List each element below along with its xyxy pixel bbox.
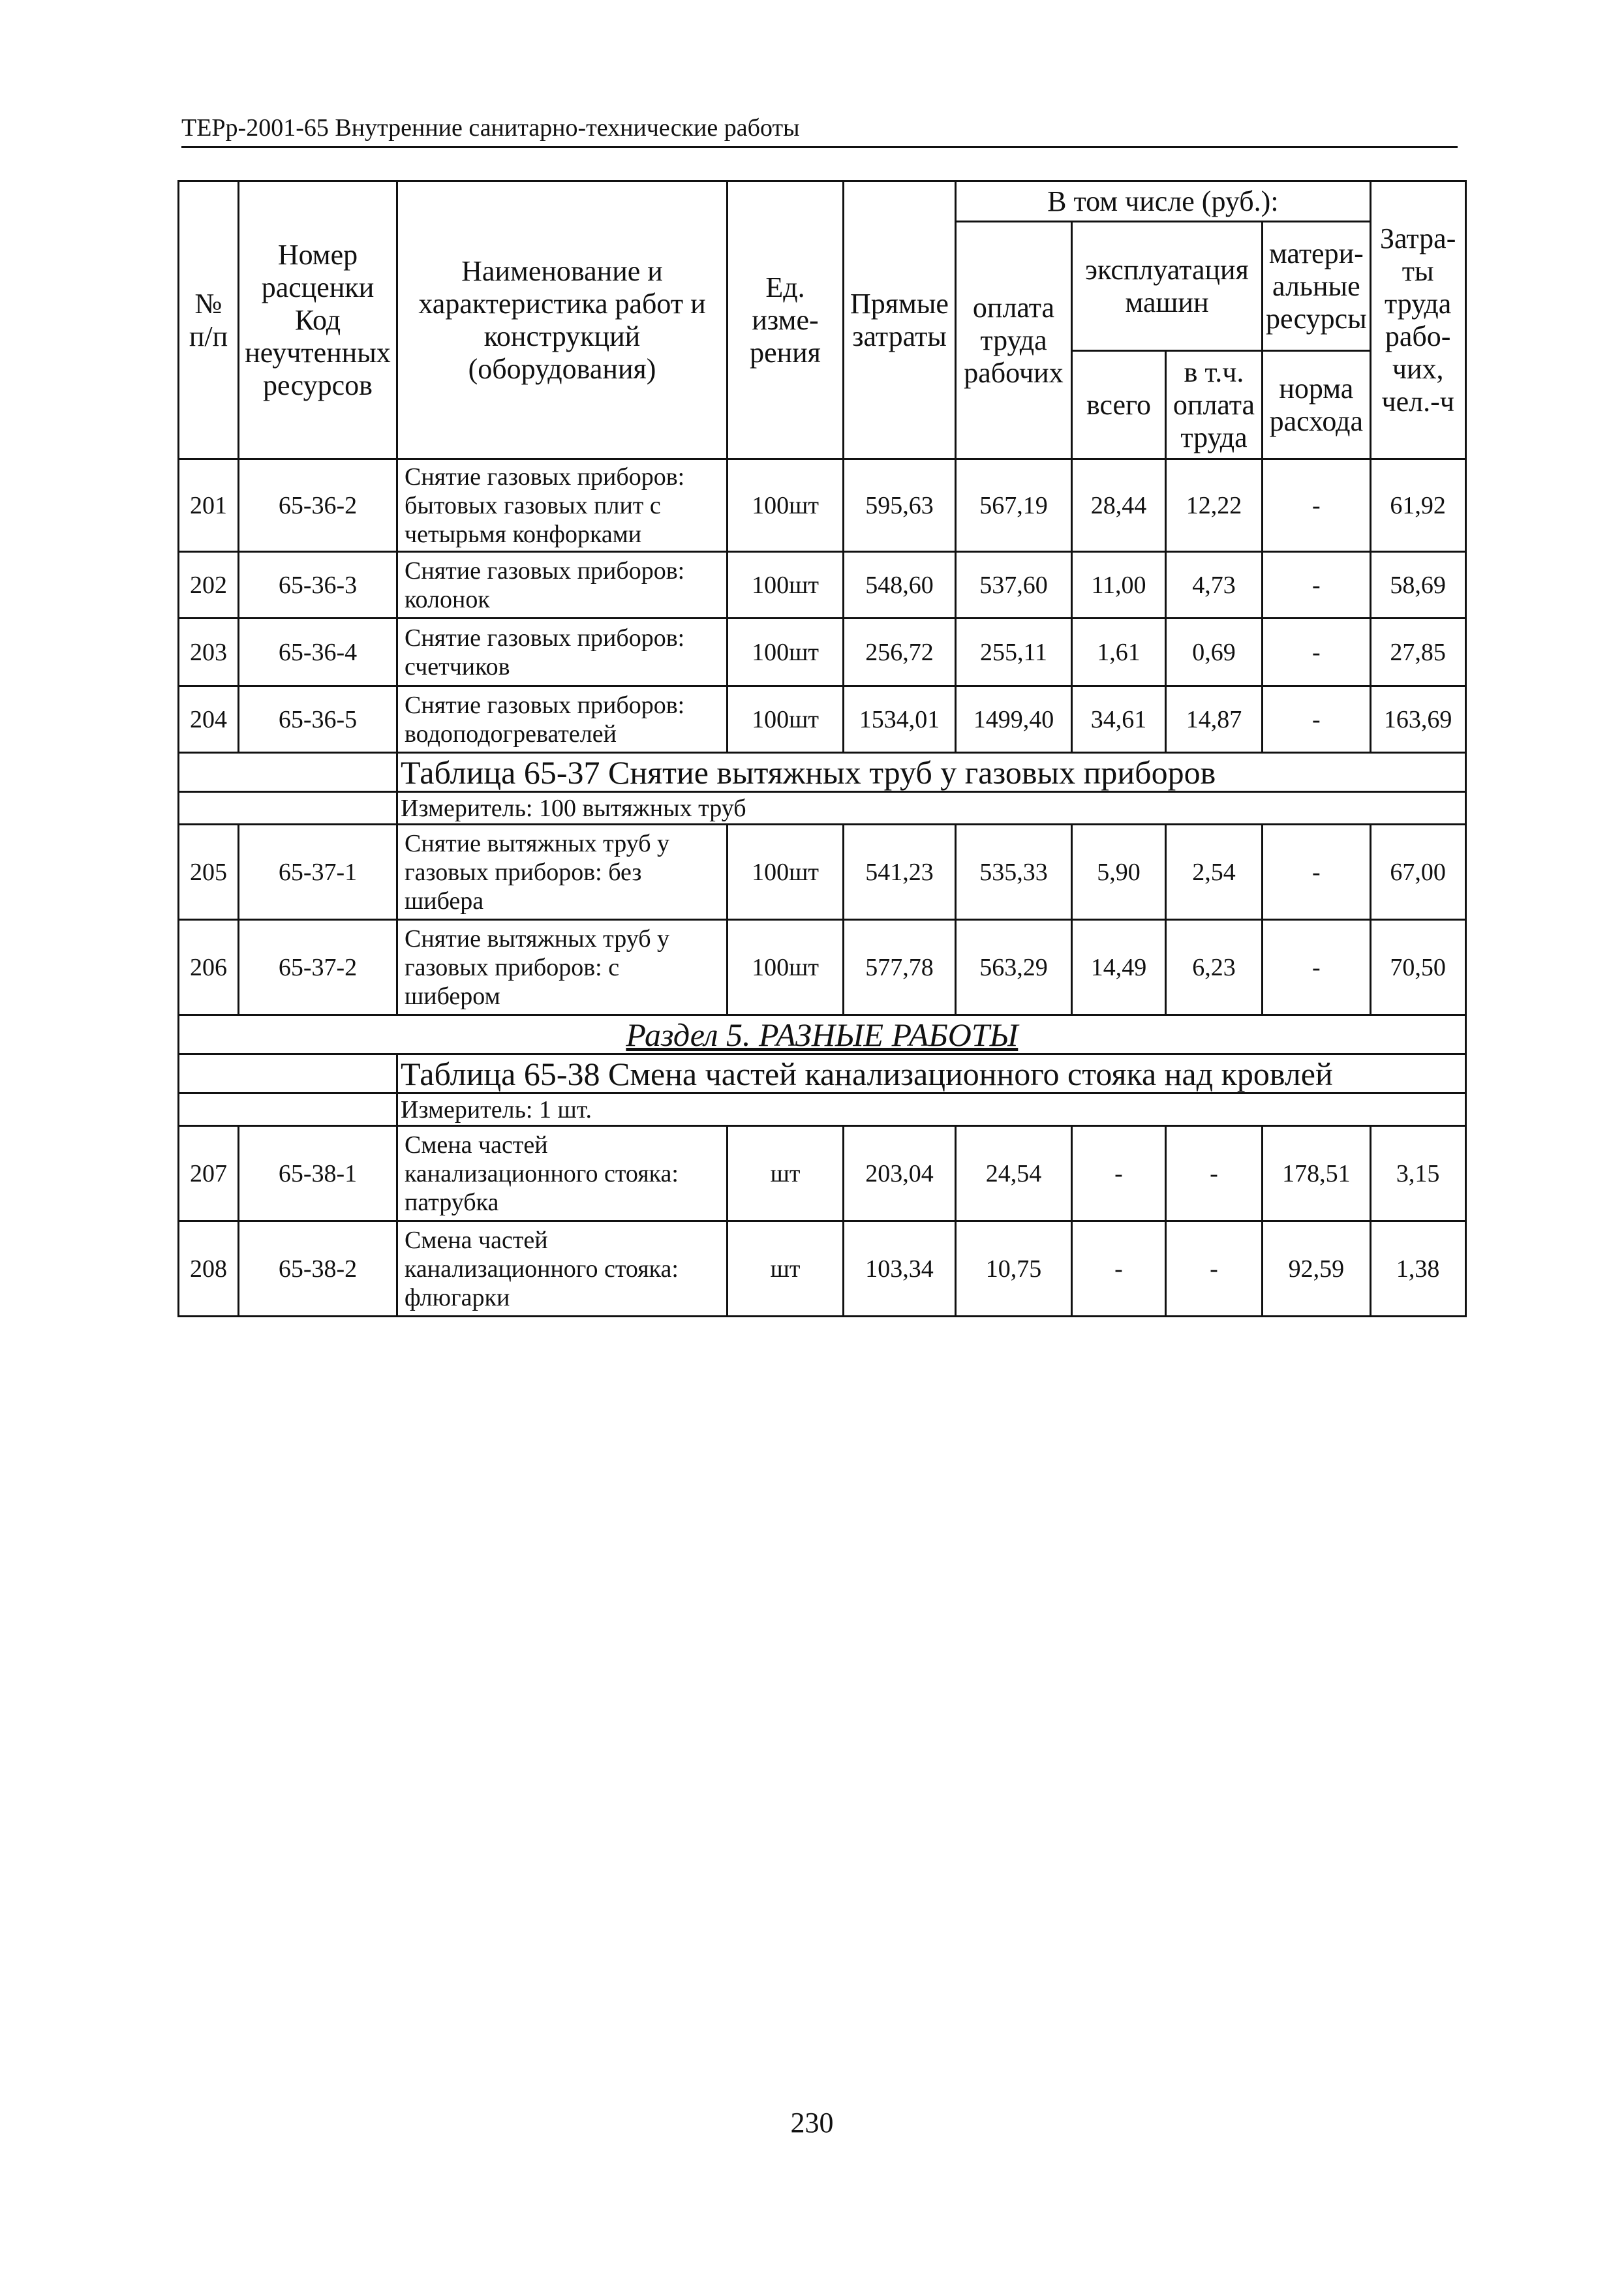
row-machines: 5,90: [1072, 825, 1166, 920]
row-unit: шт: [728, 1126, 844, 1221]
row-number: 206: [179, 920, 239, 1015]
row-code: 65-36-3: [239, 552, 397, 619]
col-name-header: Наименование и характеристика работ и конструкций (оборудования): [397, 181, 728, 459]
row-labor: 70,50: [1370, 920, 1465, 1015]
row-machines-wages: 14,87: [1166, 686, 1263, 753]
header-row-1: [179, 181, 1466, 222]
table-65-38-title: Таблица 65-38 Смена частей канализационного стояка над кровлей: [397, 1054, 1466, 1093]
row-direct: 1534,01: [844, 686, 956, 753]
running-header: ТЕРр-2001-65 Внутренние санитарно-технические работы: [181, 112, 1458, 148]
row-number: 204: [179, 686, 239, 753]
col-wages-header: оплата труда рабочих: [956, 222, 1072, 459]
row-unit: шт: [728, 1221, 844, 1317]
row-number: 208: [179, 1221, 239, 1317]
row-machines-wages: 4,73: [1166, 552, 1263, 619]
row-labor: 67,00: [1370, 825, 1465, 920]
table-65-37-measure: Измеритель: 100 вытяжных труб: [397, 792, 1466, 825]
row-machines-wages: 2,54: [1166, 825, 1263, 920]
row-machines: 11,00: [1072, 552, 1166, 619]
col-code-header: Номер расценки Код неучтенных ресурсов: [239, 181, 397, 459]
row-labor: 61,92: [1370, 459, 1465, 552]
row-code: 65-36-2: [239, 459, 397, 552]
row-machines-wages: 12,22: [1166, 459, 1263, 552]
row-direct: 203,04: [844, 1126, 956, 1221]
row-materials: -: [1263, 552, 1371, 619]
row-wages: 537,60: [956, 552, 1072, 619]
row-materials: 92,59: [1263, 1221, 1371, 1317]
table-row: [179, 686, 1466, 753]
row-name: Снятие газовых приборов: колонок: [397, 552, 728, 619]
row-materials: -: [1263, 825, 1371, 920]
row-name: Снятие вытяжных труб у газовых приборов: с шибером: [397, 920, 728, 1015]
row-number: 201: [179, 459, 239, 552]
row-materials: -: [1263, 686, 1371, 753]
row-wages: 24,54: [956, 1126, 1072, 1221]
row-direct: 103,34: [844, 1221, 956, 1317]
row-unit: 100шт: [728, 686, 844, 753]
row-wages: 255,11: [956, 619, 1072, 686]
row-labor: 58,69: [1370, 552, 1465, 619]
row-code: 65-37-1: [239, 825, 397, 920]
row-machines-wages: -: [1166, 1221, 1263, 1317]
row-name: Смена частей канализационного стояка: патрубка: [397, 1126, 728, 1221]
table-65-37-title: Таблица 65-37 Снятие вытяжных труб у газовых приборов: [397, 753, 1466, 792]
row-machines: -: [1072, 1221, 1166, 1317]
row-wages: 10,75: [956, 1221, 1072, 1317]
row-direct: 577,78: [844, 920, 956, 1015]
row-number: 202: [179, 552, 239, 619]
row-wages: 1499,40: [956, 686, 1072, 753]
row-machines-wages: 0,69: [1166, 619, 1263, 686]
col-direct-header: Прямые затраты: [844, 181, 956, 459]
col-including-header: В том числе (руб.):: [956, 181, 1371, 222]
row-labor: 27,85: [1370, 619, 1465, 686]
row-wages: 535,33: [956, 825, 1072, 920]
table-row: [179, 619, 1466, 686]
section-title: Раздел 5. РАЗНЫЕ РАБОТЫ: [179, 1015, 1466, 1054]
row-name: Смена частей канализационного стояка: флюгарки: [397, 1221, 728, 1317]
caption-spacer: [179, 1054, 397, 1093]
row-name: Снятие газовых приборов: водоподогревателей: [397, 686, 728, 753]
table-caption-row: [179, 1054, 1466, 1093]
row-direct: 595,63: [844, 459, 956, 552]
row-name: Снятие газовых приборов: счетчиков: [397, 619, 728, 686]
table-row: [179, 552, 1466, 619]
measure-row: [179, 792, 1466, 825]
row-code: 65-36-5: [239, 686, 397, 753]
row-unit: 100шт: [728, 920, 844, 1015]
row-wages: 567,19: [956, 459, 1072, 552]
col-machines-total-header: всего: [1072, 351, 1166, 459]
caption-spacer: [179, 753, 397, 792]
page-number: 230: [790, 2107, 834, 2139]
row-unit: 100шт: [728, 459, 844, 552]
row-unit: 100шт: [728, 552, 844, 619]
col-materials-norm-header: норма расхода: [1263, 351, 1371, 459]
row-number: 203: [179, 619, 239, 686]
table-row: [179, 459, 1466, 552]
table-row: [179, 825, 1466, 920]
row-code: 65-38-1: [239, 1126, 397, 1221]
row-code: 65-38-2: [239, 1221, 397, 1317]
rates-table: [177, 180, 1467, 1317]
row-labor: 3,15: [1370, 1126, 1465, 1221]
row-labor: 1,38: [1370, 1221, 1465, 1317]
row-code: 65-36-4: [239, 619, 397, 686]
row-materials: -: [1263, 619, 1371, 686]
row-machines: -: [1072, 1126, 1166, 1221]
measure-row: [179, 1093, 1466, 1126]
col-num-header: № п/п: [179, 181, 239, 459]
row-machines: 14,49: [1072, 920, 1166, 1015]
table-caption-row: [179, 753, 1466, 792]
measure-spacer: [179, 792, 397, 825]
section-row: [179, 1015, 1466, 1054]
row-machines: 1,61: [1072, 619, 1166, 686]
row-name: Снятие газовых приборов: бытовых газовых плит с четырьмя конфорками: [397, 459, 728, 552]
row-name: Снятие вытяжных труб у газовых приборов: без шибера: [397, 825, 728, 920]
row-unit: 100шт: [728, 825, 844, 920]
row-direct: 256,72: [844, 619, 956, 686]
col-machines-header: эксплуатация машин: [1072, 222, 1263, 351]
row-materials: -: [1263, 459, 1371, 552]
row-wages: 563,29: [956, 920, 1072, 1015]
col-unit-header: Ед. изме- рения: [728, 181, 844, 459]
row-direct: 548,60: [844, 552, 956, 619]
table-row: [179, 1221, 1466, 1317]
col-labor-header: Затра- ты труда рабо- чих, чел.-ч: [1370, 181, 1465, 459]
row-machines: 34,61: [1072, 686, 1166, 753]
row-machines-wages: 6,23: [1166, 920, 1263, 1015]
measure-spacer: [179, 1093, 397, 1126]
row-code: 65-37-2: [239, 920, 397, 1015]
table-65-38-measure: Измеритель: 1 шт.: [397, 1093, 1466, 1126]
row-machines-wages: -: [1166, 1126, 1263, 1221]
row-materials: -: [1263, 920, 1371, 1015]
row-materials: 178,51: [1263, 1126, 1371, 1221]
row-machines: 28,44: [1072, 459, 1166, 552]
col-materials-header: матери- альные ресурсы: [1263, 222, 1371, 351]
row-direct: 541,23: [844, 825, 956, 920]
col-machines-wages-header: в т.ч. оплата труда: [1166, 351, 1263, 459]
row-number: 205: [179, 825, 239, 920]
row-unit: 100шт: [728, 619, 844, 686]
row-number: 207: [179, 1126, 239, 1221]
row-labor: 163,69: [1370, 686, 1465, 753]
table-row: [179, 920, 1466, 1015]
table-row: [179, 1126, 1466, 1221]
